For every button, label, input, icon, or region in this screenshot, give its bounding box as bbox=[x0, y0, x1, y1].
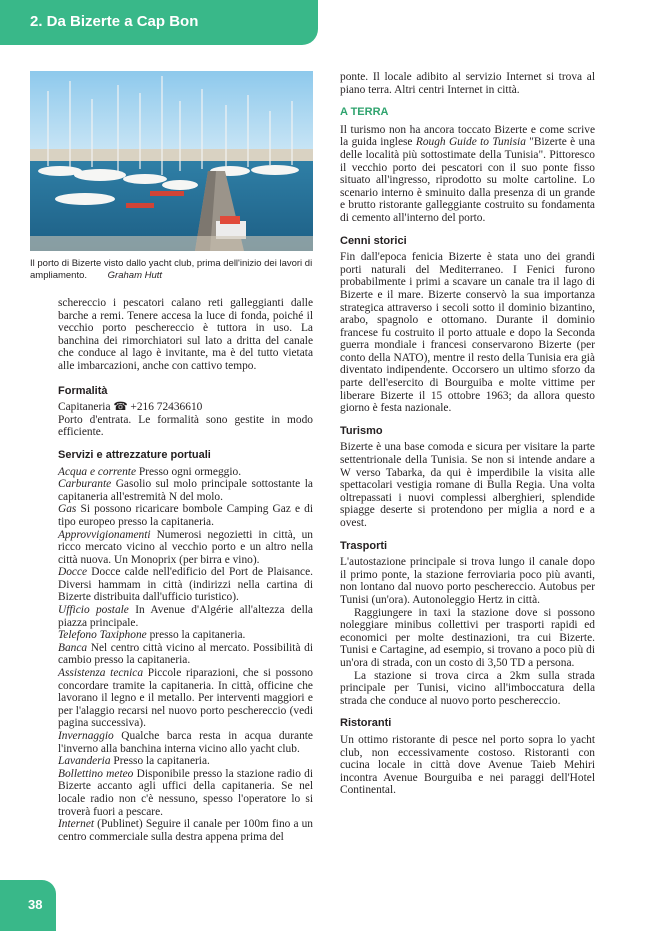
servizi-term: Approvvigionamenti bbox=[58, 528, 151, 541]
chapter-header-tab bbox=[0, 0, 318, 45]
trasporti-text-1: L'autostazione principale si trova lungo il canale dopo il primo ponte, la stazione ferroviaria poco più avanti, non lontano dal nuovo porto peschereccio. Autobus per Tunisi (un'ora). Autonoleggio Hertz in città. bbox=[340, 556, 595, 606]
servizi-term: Internet bbox=[58, 818, 95, 831]
servizi-text: Gasolio sul molo principale sottostante la capitaneria all'estremità N del molo. bbox=[58, 478, 313, 503]
servizi-term: Bollettino meteo bbox=[58, 767, 134, 780]
servizi-term: Docce bbox=[58, 566, 88, 579]
servizi-text: Presso ogni ormeggio. bbox=[138, 465, 242, 478]
phone-icon: ☎ bbox=[113, 401, 128, 414]
servizi-term: Assistenza tecnica bbox=[58, 667, 144, 680]
continued-paragraph: ponte. Il locale adibito al servizio Internet si trova al piano terra. Altri centri Internet in città. bbox=[340, 71, 595, 96]
servizi-term: Lavanderia bbox=[58, 755, 111, 768]
intro-paragraph: schereccio i pescatori calano reti galleggianti dalle barche a remi. Tenere accesa la luce di fonda, poiché il vecchio porto peschereccio è tuttora in uso. La banchina dei rimorchiatori sul lato a dritta del canale che conduce al lago è invitante, ma è del tutto vietata alle imbarcazioni, anche con cattivo tempo. bbox=[58, 297, 313, 372]
formalita-text: Porto d'entrata. Le formalità sono gestite in modo efficiente. bbox=[58, 413, 313, 439]
cenni-storici-heading: Cenni storici bbox=[340, 234, 407, 247]
harbour-photo bbox=[30, 71, 313, 251]
servizi-term: Banca bbox=[58, 641, 88, 654]
servizi-term: Invernaggio bbox=[58, 730, 114, 742]
servizi-text: Qualche barca resta in acqua durante l'inverno alla banchina interna vicino allo yacht club. bbox=[58, 730, 313, 755]
page-number-tab bbox=[0, 880, 56, 931]
ristoranti-heading: Ristoranti bbox=[340, 717, 392, 730]
book-title: Rough Guide to Tunisia bbox=[415, 136, 526, 149]
ristoranti-text: Un ottimo ristorante di pesce nel porto sopra lo yacht club, non eccessivamente costoso. Ristoranti con cucina locale in città dove Avenue Taieb Mehiri incontra Avenue Bourguiba e nei paraggi dell'Hotel Continental. bbox=[340, 733, 595, 797]
servizi-text: Disponibile presso la stazione radio di Bizerte accanto agli uffici della capitaneria. Se nel locale radio non c'è nessuno, spesso l'operatore lo si troverà fuori a pescare. bbox=[58, 767, 314, 818]
servizi-text: Piccole riparazioni, che si possono concordare tramite la capitaneria. In città, officine che lavorano il legno e il metallo. Per interventi maggiori e per l'alaggio recarsi nel nuovo porto peschereccio (vedi pagina successiva). bbox=[58, 667, 313, 730]
servizi-text: Nel centro città vicino al mercato. Possibilità di cambio presso la capitaneria. bbox=[58, 641, 313, 667]
capitaneria-phone: +216 72436610 bbox=[130, 401, 203, 414]
caption-text: Il porto di Bizerte visto dallo yacht club, prima dell'inizio dei lavori di ampliamento. bbox=[30, 258, 313, 281]
cenni-storici-text: Fin dall'epoca fenicia Bizerte è stata uno dei grandi porti naturali del Mediterraneo. I Fenici furono probabilmente i primi a scavare un canale tra il lago di Bizerte e il mare. Bizerte conservò la sua importanza strategica attraverso i secoli sotto il dominio bizantino, arabo, spagnolo e ottomano. Durante il dominio francese fu costruito il porto attuale e dopo la Seconda guerra mondiale i francesi conservarono Bizerte (per conto della NATO), mentre il resto della Tunisia era già diventato indipendente. Occorsero un ultimo sforzo da parte dell'esercito di Bourguiba e molte vittime per liberare Bizerte il 15 ottobre 1963; da allora questo giorno è festa nazionale. bbox=[340, 251, 595, 415]
servizi-item bbox=[58, 667, 313, 730]
a-terra-pre: Il turismo non ha ancora toccato Bizerte e come scrive la guida inglese bbox=[340, 123, 595, 149]
servizi-term: Telefono Taxiphone bbox=[58, 629, 147, 642]
left-column bbox=[58, 297, 313, 843]
capitaneria-label: Capitaneria bbox=[58, 401, 111, 414]
servizi-text: Si possono ricaricare bombole Camping Gaz e di tipo europeo presso la capitaneria. bbox=[58, 503, 313, 528]
servizi-heading: Servizi e attrezzature portuali bbox=[58, 448, 211, 461]
page-number: 38 bbox=[28, 897, 43, 912]
servizi-term: Gas bbox=[58, 503, 77, 516]
servizi-item bbox=[58, 529, 313, 567]
chapter-title: 2. Da Bizerte a Cap Bon bbox=[30, 13, 199, 30]
servizi-item bbox=[58, 629, 313, 642]
trasporti-heading: Trasporti bbox=[340, 539, 388, 552]
servizi-item bbox=[58, 755, 313, 768]
turismo-heading: Turismo bbox=[340, 424, 383, 437]
servizi-text: Docce calde nell'edificio del Port de Plaisance. Diversi hammam in città (indirizzi nella cartina di Bizerte distribuita dall'ufficio turistico). bbox=[58, 566, 313, 604]
servizi-item bbox=[58, 768, 313, 818]
trasporti-text-3: La stazione si trova circa a 2km sulla strada principale per Tunisi, vicino all'imboccatura della strada che conduce al nuovo porto peschereccio. bbox=[340, 669, 595, 707]
servizi-text: Presso la capitaneria. bbox=[113, 755, 210, 768]
servizi-item bbox=[58, 566, 313, 604]
servizi-term: Carburante bbox=[58, 478, 112, 491]
servizi-text: (Publinet) Seguire il canale per 100m fino a un centro commerciale sulla destra appena prima del bbox=[58, 818, 313, 843]
a-terra-paragraph bbox=[340, 124, 595, 225]
servizi-term: Ufficio postale bbox=[58, 604, 129, 617]
formalita-heading: Formalità bbox=[58, 384, 108, 397]
turismo-text: Bizerte è una base comoda e sicura per visitare la parte settentrionale della Tunisia. Se non si intende andare a W verso Tabarka, da qui è imperdibile la visita alle spettacolari vestigia romane di Bulla Regia. Una volta oltrepassati i nuovi complessi alberghieri, splendide spiagge deserte si protendono per miglia a nord e a ovest. bbox=[340, 441, 595, 529]
servizi-item bbox=[58, 642, 313, 667]
servizi-item bbox=[58, 818, 313, 843]
servizi-item bbox=[58, 478, 313, 503]
a-terra-heading: A TERRA bbox=[340, 106, 389, 119]
capitaneria-line bbox=[58, 401, 313, 414]
right-column bbox=[340, 71, 595, 797]
servizi-text: In Avenue d'Algérie all'altezza della piazza principale. bbox=[58, 604, 313, 629]
servizi-text: presso la capitaneria. bbox=[149, 629, 246, 642]
servizi-item bbox=[58, 604, 313, 629]
servizi-item bbox=[58, 730, 313, 755]
a-terra-post: "Bizerte è una delle località più sottostimate della Tunisia". Pittoresco il vecchio porto dei pescatori con il suo ponte fisso situato all'ingresso, riprodotto su molte cartoline. Lo scenario interno è sminuito dalla presenza di un grande e brutto ristorante galleggiante costruito su fondamenta di cemento all'interno del porto. bbox=[340, 136, 595, 224]
servizi-item bbox=[58, 503, 313, 528]
photo-credit: Graham Hutt bbox=[107, 270, 163, 281]
servizi-text: Numerosi negozietti in città, un ricco mercato vicino al vecchio porto e un altro nella città nuova. Un Monoprix (per birra e vino). bbox=[58, 528, 313, 566]
servizi-item bbox=[58, 466, 313, 479]
photo-caption bbox=[30, 258, 320, 282]
servizi-term: Acqua e corrente bbox=[58, 465, 137, 478]
trasporti-text-2: Raggiungere in taxi la stazione dove si possono noleggiare minibus collettivi per trasporti rapidi ed economici per molte destinazioni, tra cui Bizerte. Tunisi e Cartagine, ad esempio, si trovano a poco più di un'ora di strada, con un costo di 3,50 TD a persona. bbox=[340, 606, 595, 669]
